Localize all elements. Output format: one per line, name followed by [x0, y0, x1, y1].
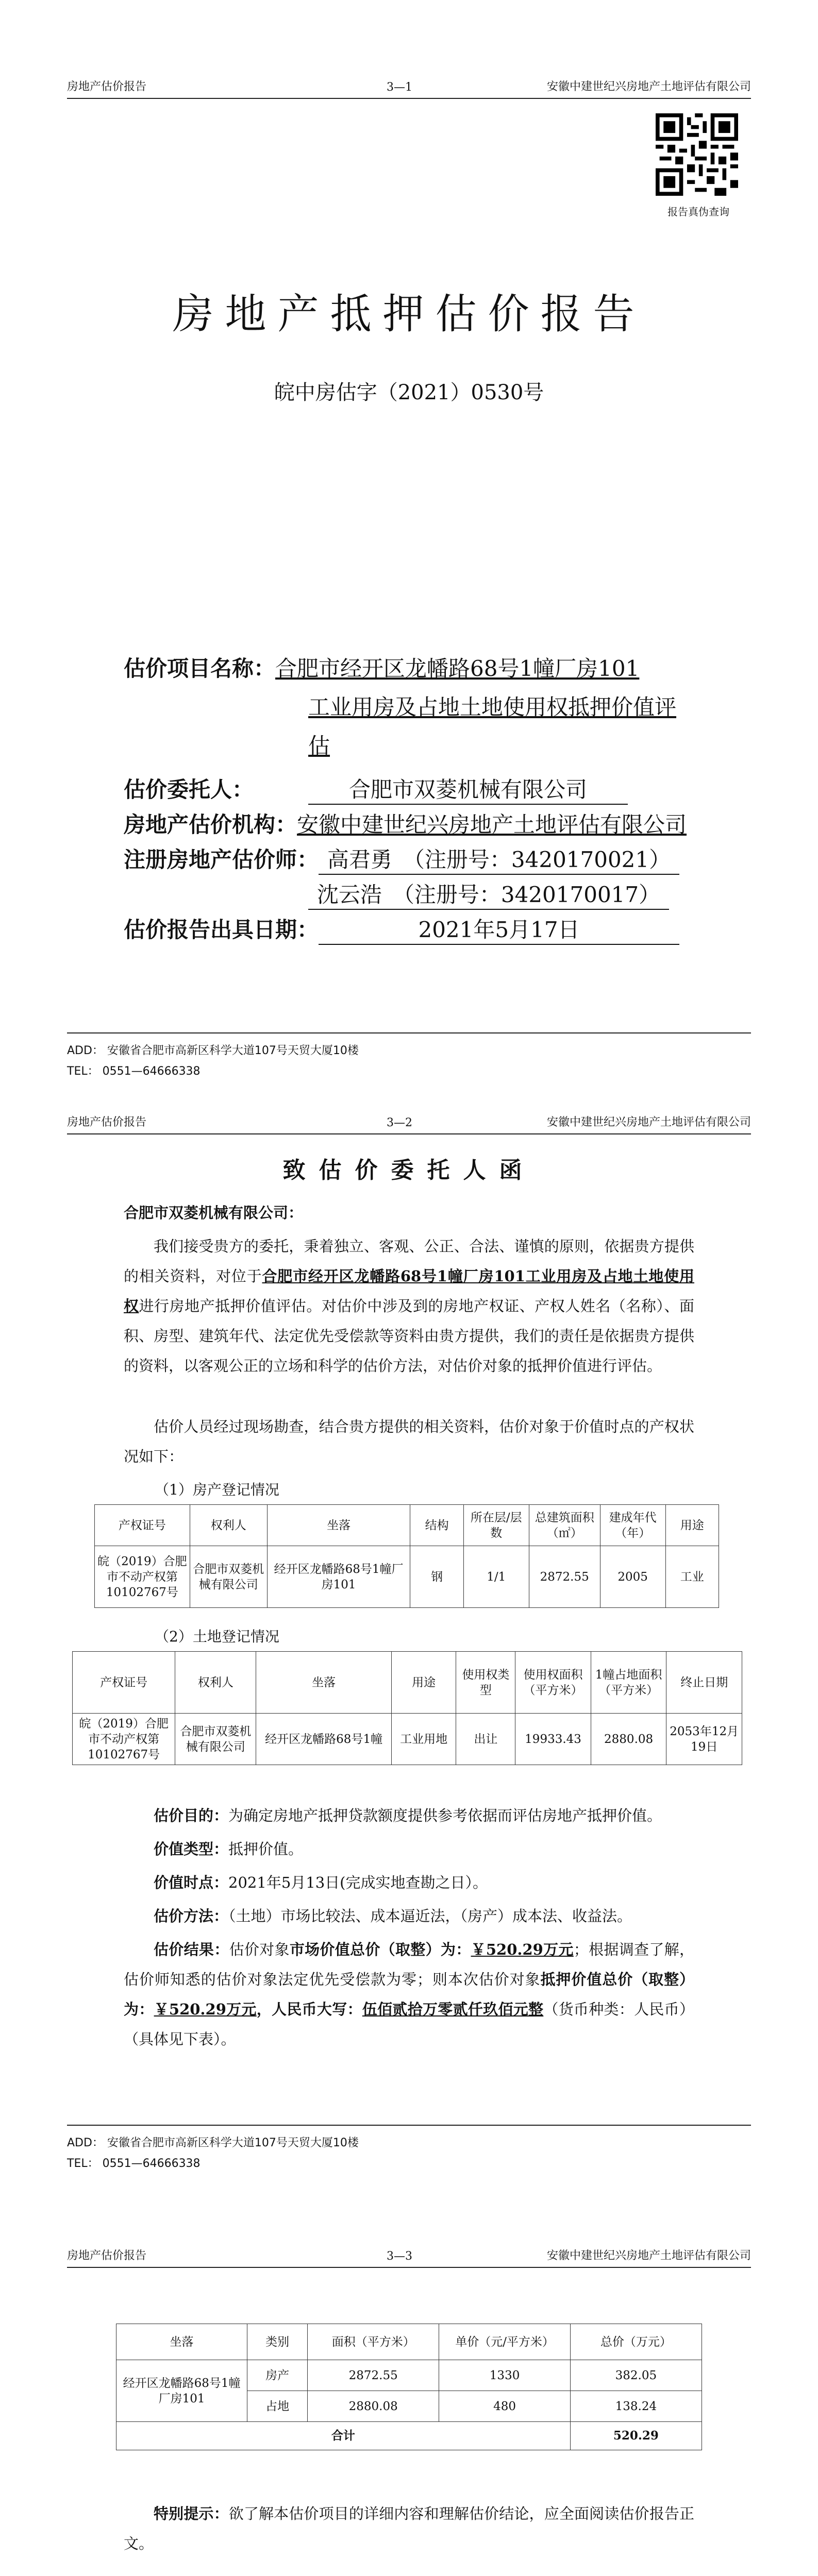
t2-cell: 合肥市双菱机械有限公司: [175, 1714, 256, 1765]
report-number: 皖中房估字（2021）0530号: [274, 381, 544, 404]
page-footer: [67, 2125, 751, 2174]
p1-object: 合肥市经开区龙幡路68号1幢厂房101工业用房及占地土地使用权: [124, 1267, 694, 1315]
letter-paragraph-1: [124, 1231, 694, 1381]
t2-header: 坐落: [256, 1652, 392, 1714]
t1-header: 建成年代（年）: [600, 1505, 665, 1546]
project-value-3: 估: [308, 733, 330, 758]
t2-header: 权利人: [175, 1652, 256, 1714]
t3-header: 单价（元/平方米）: [439, 2324, 570, 2360]
t3-cell: 382.05: [570, 2360, 702, 2391]
notice-text: 欲了解本估价项目的详细内容和理解估价结论，应全面阅读估价报告正文。: [124, 2505, 694, 2552]
page-number: 3—2: [387, 1116, 412, 1129]
table-row: [73, 1714, 742, 1765]
t3-cell: 1330: [439, 2360, 570, 2391]
date-label: 估价报告出具日期：: [124, 917, 319, 942]
p1-before: 我们接受贵方的委托，秉着独立、客观、公正、合法、谨慎的原则，依据贵方提供的相关资料，对位于: [124, 1238, 694, 1285]
page-2: [0, 1082, 818, 2195]
qr-code[interactable]: [656, 113, 738, 196]
letter-paragraph-2: 估价人员经过现场勘查，结合贵方提供的相关资料，估价对象于价值时点的产权状况如下：: [124, 1418, 694, 1465]
t2-header: 用途: [391, 1652, 456, 1714]
header-right: 安徽中建世纪兴房地产土地评估有限公司: [546, 2249, 751, 2262]
qr-caption: 报告真伪查询: [667, 206, 729, 218]
page-1: [0, 0, 818, 1103]
t2-header: 使用权面积（平方米）: [515, 1652, 591, 1714]
t1-header: 结构: [410, 1505, 463, 1546]
project-name-row: [124, 652, 639, 683]
t3-cell: 房产: [247, 2360, 308, 2391]
table-row: [95, 1546, 719, 1608]
p1-after: 进行房地产抵押价值评估。对估价中涉及到的房地产权证、产权人姓名（名称）、面积、房型、建筑年代、法定优先受偿款等资料由贵方提供，我们的责任是依据贵方提供的资料，以客观公正的立场和科学的估价方法，对估价对象的抵押价值进行评估。: [124, 1297, 694, 1375]
t1-header: 坐落: [267, 1505, 410, 1546]
valuer-row: [124, 843, 679, 875]
client-row: [124, 773, 628, 805]
method-value: （土地）市场比较法、成本逼近法，（房产）成本法、收益法。: [228, 1907, 632, 1925]
footer-tel: TEL： 0551—64666338: [67, 1065, 201, 1078]
header-right: 安徽中建世纪兴房地产土地评估有限公司: [546, 80, 751, 93]
table-row: [116, 2422, 702, 2450]
report-title: 房地产抵押估价报告: [172, 290, 646, 338]
purpose-label: 估价目的：: [154, 1807, 229, 1824]
header-left: 房地产估价报告: [67, 2249, 147, 2262]
notice: [124, 2499, 694, 2558]
t1-header: 产权证号: [95, 1505, 190, 1546]
header-left: 房地产估价报告: [67, 1116, 147, 1129]
page-3: [0, 2179, 818, 2576]
page-header: [67, 1113, 751, 1134]
page-footer: [67, 1032, 751, 1082]
vdate-label: 价值时点：: [154, 1874, 229, 1891]
t1-cell: 工业: [665, 1546, 719, 1608]
t2-cell: 经开区龙幡路68号1幢: [256, 1714, 392, 1765]
t1-cell: 皖（2019）合肥市不动产权第10102767号: [95, 1546, 190, 1608]
t1-header: 总建筑面积（㎡）: [529, 1505, 600, 1546]
result-b: 市场价值总价（取整）为：: [289, 1941, 471, 1958]
result-g: ，人民币大写：: [256, 2001, 362, 2018]
page-header: [67, 77, 751, 99]
valuation-table: [116, 2324, 702, 2450]
t1-cell: 1/1: [463, 1546, 529, 1608]
result-e: 抵押价值总价（取整）为：: [124, 1971, 694, 2018]
project-label: 估价项目名称：: [124, 656, 276, 681]
detail-note: （具体见下表）。: [124, 2030, 236, 2048]
t2-header: 1幢占地面积（平方米）: [591, 1652, 666, 1714]
t3-location: 经开区龙幡路68号1幢厂房101: [116, 2360, 247, 2422]
t3-cell: 2872.55: [308, 2360, 439, 2391]
client-value: 合肥市双菱机械有限公司: [308, 773, 628, 805]
t2-cell: 19933.43: [515, 1714, 591, 1765]
table-row: [116, 2360, 702, 2391]
type-line: [124, 1834, 694, 1864]
client-label: 估价委托人：: [124, 777, 254, 802]
t3-cell: 138.24: [570, 2391, 702, 2422]
page-number: 3—1: [387, 81, 412, 94]
result-d: ；根据调查了解，估价师知悉的估价对象法定优先受偿款为零；则本次估价对象: [124, 1941, 694, 1988]
t2-cell: 出让: [456, 1714, 515, 1765]
valuer-label: 注册房地产估价师：: [124, 847, 319, 872]
t2-cell: 2880.08: [591, 1714, 666, 1765]
currency-note: （货币种类：人民币）: [543, 2001, 694, 2018]
t1-header: 用途: [665, 1505, 719, 1546]
t1-header: 所在层/层数: [463, 1505, 529, 1546]
t3-cell: 占地: [247, 2391, 308, 2422]
date-value: 2021年5月17日: [319, 913, 679, 945]
sum-value: 520.29: [570, 2422, 702, 2450]
org-value: 安徽中建世纪兴房地产土地评估有限公司: [297, 812, 687, 837]
purpose-line: [124, 1801, 694, 1831]
t3-header: 坐落: [116, 2324, 247, 2360]
type-value: 抵押价值。: [228, 1840, 304, 1858]
t3-header: 总价（万元）: [570, 2324, 702, 2360]
valuer-2: 沈云浩 （注册号：3420170017）: [308, 878, 669, 910]
result-line: [124, 1935, 694, 2054]
purpose-value: 为确定房地产抵押贷款额度提供参考依据而评估房地产抵押价值。: [228, 1807, 662, 1824]
land-table: [72, 1651, 742, 1765]
t3-header: 面积（平方米）: [308, 2324, 439, 2360]
header-right: 安徽中建世纪兴房地产土地评估有限公司: [546, 1116, 751, 1129]
t3-header: 类别: [247, 2324, 308, 2360]
date-row: [124, 913, 679, 945]
footer-address: ADD： 安徽省合肥市高新区科学大道107号天贸大厦10楼: [67, 1044, 359, 1057]
table-1-caption: （1）房产登记情况: [155, 1481, 279, 1498]
property-table: [94, 1504, 719, 1608]
sum-label: 合计: [116, 2422, 571, 2450]
project-value-1: 合肥市经开区龙幡路68号1幢厂房101: [275, 656, 640, 681]
t1-cell: 2872.55: [529, 1546, 600, 1608]
table-2-caption: （2）土地登记情况: [155, 1628, 279, 1645]
t3-cell: 2880.08: [308, 2391, 439, 2422]
mortgage-value: ￥520.29万元: [154, 2001, 257, 2018]
t1-cell: 合肥市双菱机械有限公司: [190, 1546, 267, 1608]
t2-cell: 皖（2019）合肥市不动产权第10102767号: [73, 1714, 175, 1765]
page-number: 3—3: [387, 2250, 412, 2263]
result-a: 估价对象: [229, 1941, 290, 1958]
valuer-row-2: [308, 878, 669, 910]
page-header: [67, 2246, 751, 2268]
t1-cell: 经开区龙幡路68号1幢厂房101: [267, 1546, 410, 1608]
org-label: 房地产估价机构：: [124, 812, 297, 837]
project-name-row-2: [308, 690, 676, 721]
footer-address: ADD： 安徽省合肥市高新区科学大道107号天贸大厦10楼: [67, 2137, 359, 2149]
t3-cell: 480: [439, 2391, 570, 2422]
method-line: [124, 1901, 694, 1931]
letter-title: 致估价委托人函: [282, 1157, 536, 1183]
market-value: ￥520.29万元: [471, 1941, 574, 1958]
footer-tel: TEL： 0551—64666338: [67, 2157, 201, 2170]
t1-cell: 钢: [410, 1546, 463, 1608]
result-label: 估价结果：: [154, 1941, 229, 1958]
notice-label: 特别提示：: [154, 2505, 229, 2522]
project-value-2: 工业用房及占地土地使用权抵押价值评: [308, 694, 677, 720]
type-label: 价值类型：: [154, 1840, 229, 1858]
vdate-line: [124, 1868, 694, 1897]
vdate-value: 2021年5月13日(完成实地查勘之日）。: [228, 1874, 488, 1891]
t1-header: 权利人: [190, 1505, 267, 1546]
t1-cell: 2005: [600, 1546, 665, 1608]
header-left: 房地产估价报告: [67, 80, 147, 93]
t2-header: 使用权类型: [456, 1652, 515, 1714]
valuer-1: 高君勇 （注册号：3420170021）: [319, 843, 679, 875]
value-in-words: 伍佰贰拾万零贰仟玖佰元整: [362, 2001, 544, 2018]
t2-cell: 工业用地: [391, 1714, 456, 1765]
t2-header: 终止日期: [666, 1652, 742, 1714]
project-name-row-3: [308, 729, 330, 760]
t2-header: 产权证号: [73, 1652, 175, 1714]
addressee: 合肥市双菱机械有限公司：: [124, 1204, 304, 1222]
org-row: [124, 808, 687, 839]
t2-cell: 2053年12月19日: [666, 1714, 742, 1765]
method-label: 估价方法：: [154, 1907, 229, 1925]
